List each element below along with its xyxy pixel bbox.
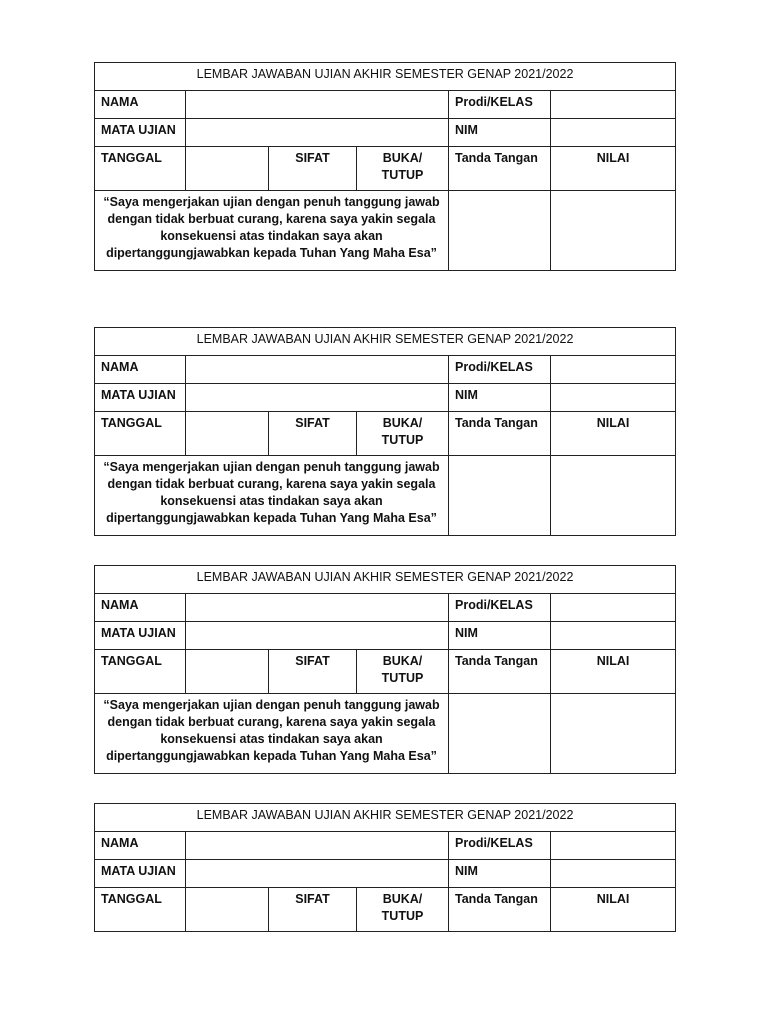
tanggal-field[interactable]	[186, 412, 269, 456]
buka-label: BUKA/	[382, 654, 423, 668]
prodi-kelas-field[interactable]	[551, 356, 676, 384]
mata-ujian-field[interactable]	[186, 622, 449, 650]
tanggal-label: TANGGAL	[95, 650, 186, 694]
nim-field[interactable]	[551, 622, 676, 650]
buka-tutup-option[interactable]	[357, 147, 449, 191]
buka-label: BUKA/	[382, 416, 423, 430]
nim-label: NIM	[449, 384, 551, 412]
nim-label: NIM	[449, 860, 551, 888]
tanggal-field[interactable]	[186, 147, 269, 191]
statement-line: dipertanggungjawabkan kepada Tuhan Yang Maha Esa”	[106, 749, 437, 763]
nim-field[interactable]	[551, 119, 676, 147]
answer-sheet-table	[94, 803, 676, 932]
tanda-tangan-field[interactable]	[449, 456, 551, 536]
buka-label: BUKA/	[382, 151, 423, 165]
sifat-label: SIFAT	[269, 412, 357, 456]
nama-label: NAMA	[95, 91, 186, 119]
prodi-kelas-field[interactable]	[551, 91, 676, 119]
prodi-kelas-label: Prodi/KELAS	[449, 832, 551, 860]
answer-sheet-table	[94, 62, 676, 271]
tutup-label: TUTUP	[381, 433, 424, 447]
statement-line: konsekuensi atas tindakan saya akan	[160, 494, 383, 508]
sheet-title: LEMBAR JAWABAN UJIAN AKHIR SEMESTER GENAP 2021/2022	[95, 566, 676, 594]
nama-label: NAMA	[95, 594, 186, 622]
statement-line: konsekuensi atas tindakan saya akan	[160, 229, 383, 243]
tanda-tangan-label: Tanda Tangan	[449, 412, 551, 456]
answer-sheet-3	[94, 565, 675, 774]
integrity-statement	[95, 694, 449, 774]
statement-line: dengan tidak berbuat curang, karena saya yakin segala	[107, 477, 436, 491]
statement-line: “Saya mengerjakan ujian dengan penuh tanggung jawab	[103, 460, 440, 474]
mata-ujian-field[interactable]	[186, 860, 449, 888]
tanggal-label: TANGGAL	[95, 147, 186, 191]
sheet-title: LEMBAR JAWABAN UJIAN AKHIR SEMESTER GENAP 2021/2022	[95, 804, 676, 832]
statement-line: dipertanggungjawabkan kepada Tuhan Yang Maha Esa”	[106, 246, 437, 260]
integrity-statement	[95, 191, 449, 271]
mata-ujian-label: MATA UJIAN	[95, 622, 186, 650]
answer-sheet-table	[94, 565, 676, 774]
tanda-tangan-label: Tanda Tangan	[449, 147, 551, 191]
sifat-label: SIFAT	[269, 147, 357, 191]
prodi-kelas-field[interactable]	[551, 832, 676, 860]
nilai-field[interactable]	[551, 191, 676, 271]
tutup-label: TUTUP	[381, 909, 424, 923]
nim-field[interactable]	[551, 384, 676, 412]
nim-label: NIM	[449, 119, 551, 147]
nama-field[interactable]	[186, 594, 449, 622]
mata-ujian-label: MATA UJIAN	[95, 119, 186, 147]
buka-label: BUKA/	[382, 892, 423, 906]
tanggal-field[interactable]	[186, 650, 269, 694]
tanda-tangan-field[interactable]	[449, 694, 551, 774]
buka-tutup-option[interactable]	[357, 650, 449, 694]
nilai-label: NILAI	[551, 888, 676, 932]
tutup-label: TUTUP	[381, 168, 424, 182]
nama-label: NAMA	[95, 832, 186, 860]
nim-label: NIM	[449, 622, 551, 650]
nama-field[interactable]	[186, 356, 449, 384]
nama-field[interactable]	[186, 91, 449, 119]
buka-tutup-option[interactable]	[357, 412, 449, 456]
answer-sheet-2	[94, 327, 675, 536]
tanggal-field[interactable]	[186, 888, 269, 932]
buka-tutup-option[interactable]	[357, 888, 449, 932]
nim-field[interactable]	[551, 860, 676, 888]
statement-line: dipertanggungjawabkan kepada Tuhan Yang Maha Esa”	[106, 511, 437, 525]
statement-line: konsekuensi atas tindakan saya akan	[160, 732, 383, 746]
tanggal-label: TANGGAL	[95, 888, 186, 932]
sifat-label: SIFAT	[269, 888, 357, 932]
statement-line: dengan tidak berbuat curang, karena saya yakin segala	[107, 715, 436, 729]
nilai-field[interactable]	[551, 694, 676, 774]
nama-label: NAMA	[95, 356, 186, 384]
nilai-field[interactable]	[551, 456, 676, 536]
prodi-kelas-label: Prodi/KELAS	[449, 91, 551, 119]
tutup-label: TUTUP	[381, 671, 424, 685]
sifat-label: SIFAT	[269, 650, 357, 694]
answer-sheet-1	[94, 62, 675, 271]
prodi-kelas-label: Prodi/KELAS	[449, 594, 551, 622]
tanda-tangan-label: Tanda Tangan	[449, 650, 551, 694]
mata-ujian-label: MATA UJIAN	[95, 384, 186, 412]
integrity-statement	[95, 456, 449, 536]
statement-line: “Saya mengerjakan ujian dengan penuh tanggung jawab	[103, 195, 440, 209]
nilai-label: NILAI	[551, 147, 676, 191]
tanda-tangan-label: Tanda Tangan	[449, 888, 551, 932]
mata-ujian-label: MATA UJIAN	[95, 860, 186, 888]
nilai-label: NILAI	[551, 412, 676, 456]
statement-line: “Saya mengerjakan ujian dengan penuh tanggung jawab	[103, 698, 440, 712]
tanggal-label: TANGGAL	[95, 412, 186, 456]
tanda-tangan-field[interactable]	[449, 191, 551, 271]
nama-field[interactable]	[186, 832, 449, 860]
sheet-title: LEMBAR JAWABAN UJIAN AKHIR SEMESTER GENAP 2021/2022	[95, 63, 676, 91]
nilai-label: NILAI	[551, 650, 676, 694]
answer-sheet-table	[94, 327, 676, 536]
prodi-kelas-field[interactable]	[551, 594, 676, 622]
prodi-kelas-label: Prodi/KELAS	[449, 356, 551, 384]
answer-sheet-4	[94, 803, 675, 932]
sheet-title: LEMBAR JAWABAN UJIAN AKHIR SEMESTER GENAP 2021/2022	[95, 328, 676, 356]
mata-ujian-field[interactable]	[186, 119, 449, 147]
mata-ujian-field[interactable]	[186, 384, 449, 412]
statement-line: dengan tidak berbuat curang, karena saya yakin segala	[107, 212, 436, 226]
